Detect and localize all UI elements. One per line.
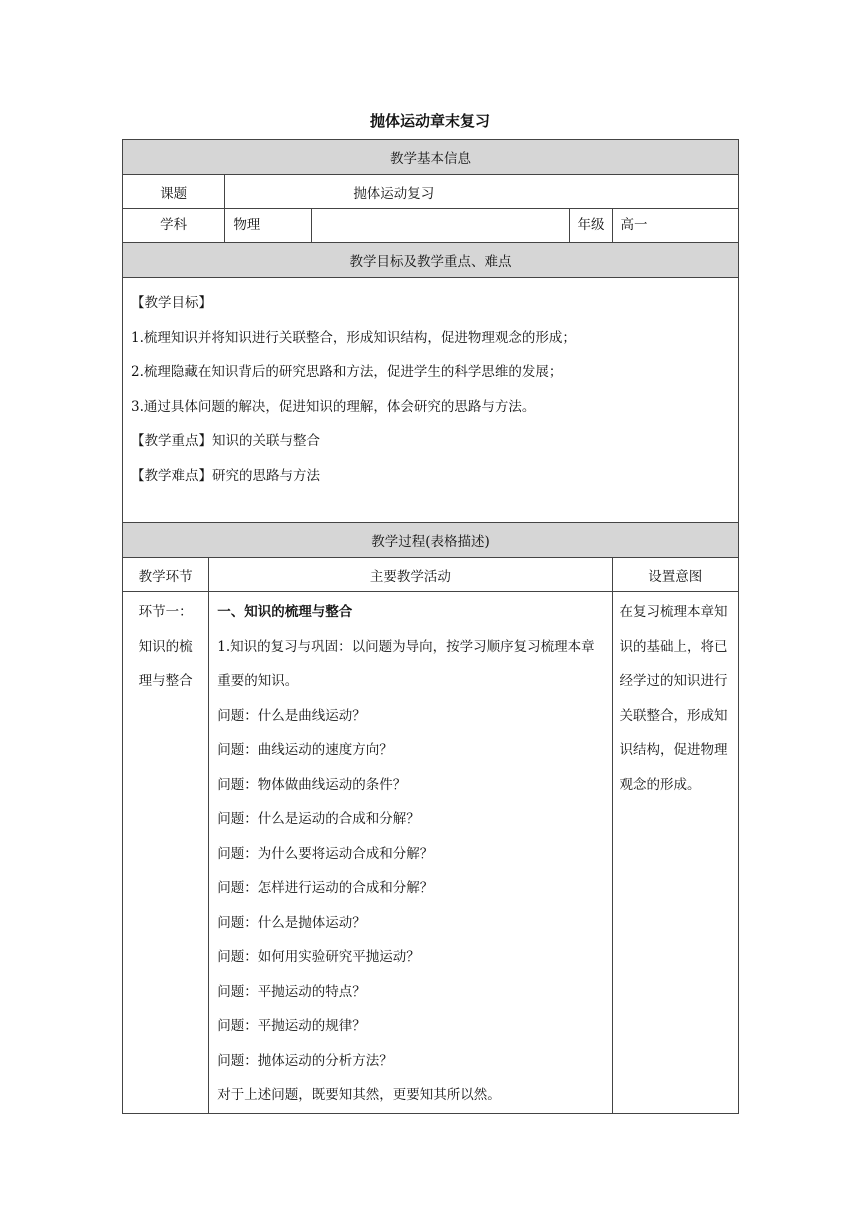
- objectives-header: 教学目标及教学重点、难点: [123, 243, 739, 278]
- activity-line: 对于上述问题，既要知其然，更要知其所以然。: [217, 1087, 501, 1103]
- activity-line: 问题：如何用实验研究平抛运动？: [217, 949, 420, 965]
- process-header: 教学过程(表格描述): [123, 523, 739, 558]
- activity-column-header: 主要教学活动: [209, 558, 612, 592]
- grade-label: 年级: [570, 209, 612, 243]
- activity-line: 问题：什么是曲线运动？: [217, 707, 366, 724]
- objective-item: 2.梳理隐藏在知识背后的研究思路和方法，促进学生的科学思维的发展；: [131, 364, 563, 380]
- stage-line: 环节一：: [138, 604, 193, 620]
- activity-line: 问题：物体做曲线运动的条件？: [217, 776, 407, 793]
- topic-label: 课题: [123, 175, 225, 209]
- subject-label: 学科: [123, 209, 225, 243]
- objectives-label: 【教学目标】: [131, 295, 212, 311]
- intent-cell: 在复习梳理本章知识的基础上，将已经学过的知识进行关联整合，形成知识结构，促进物理观念的形成。: [612, 592, 738, 1114]
- activity-line: 问题：什么是抛体运动？: [217, 914, 366, 931]
- activity-line: 问题：曲线运动的速度方向？: [217, 742, 393, 758]
- stage-line: 知识的梳: [138, 638, 193, 655]
- activity-heading: 一、知识的梳理与整合: [217, 604, 353, 620]
- activity-cell: [209, 592, 612, 1114]
- activity-line: 问题：怎样进行运动的合成和分解？: [217, 880, 434, 896]
- subject-value: 物理: [225, 209, 311, 243]
- document-title: 抛体运动章末复习: [369, 112, 490, 130]
- lesson-plan-table: [122, 139, 739, 1114]
- difficult-point: 【教学难点】研究的思路与方法: [131, 467, 320, 484]
- activity-line: 问题：平抛运动的规律？: [217, 1018, 366, 1034]
- grade-value: 高一: [612, 209, 738, 243]
- activity-line: 问题：抛体运动的分析方法？: [217, 1052, 393, 1069]
- blank-cell: [311, 209, 570, 243]
- key-point: 【教学重点】知识的关联与整合: [131, 433, 320, 449]
- objective-item: 1.梳理知识并将知识进行关联整合，形成知识结构，促进物理观念的形成；: [131, 329, 576, 346]
- activity-line: 问题：什么是运动的合成和分解？: [217, 811, 420, 827]
- activity-line: 问题：为什么要将运动合成和分解？: [217, 845, 434, 862]
- objective-item: 3.通过具体问题的解决，促进知识的理解，体会研究的思路与方法。: [131, 398, 536, 415]
- basic-info-header: 教学基本信息: [123, 140, 739, 175]
- objectives-content: [123, 278, 739, 523]
- topic-value: 抛体运动复习: [225, 175, 739, 209]
- activity-line: 1.知识的复习与巩固：以问题为导向，按学习顺序复习梳理本章重要的知识。: [217, 638, 595, 689]
- activity-line: 问题：平抛运动的特点？: [217, 983, 366, 1000]
- intent-column-header: 设置意图: [612, 558, 738, 592]
- stage-column-header: 教学环节: [123, 558, 209, 592]
- stage-line: 理与整合: [138, 673, 193, 689]
- stage-cell: [123, 592, 209, 1114]
